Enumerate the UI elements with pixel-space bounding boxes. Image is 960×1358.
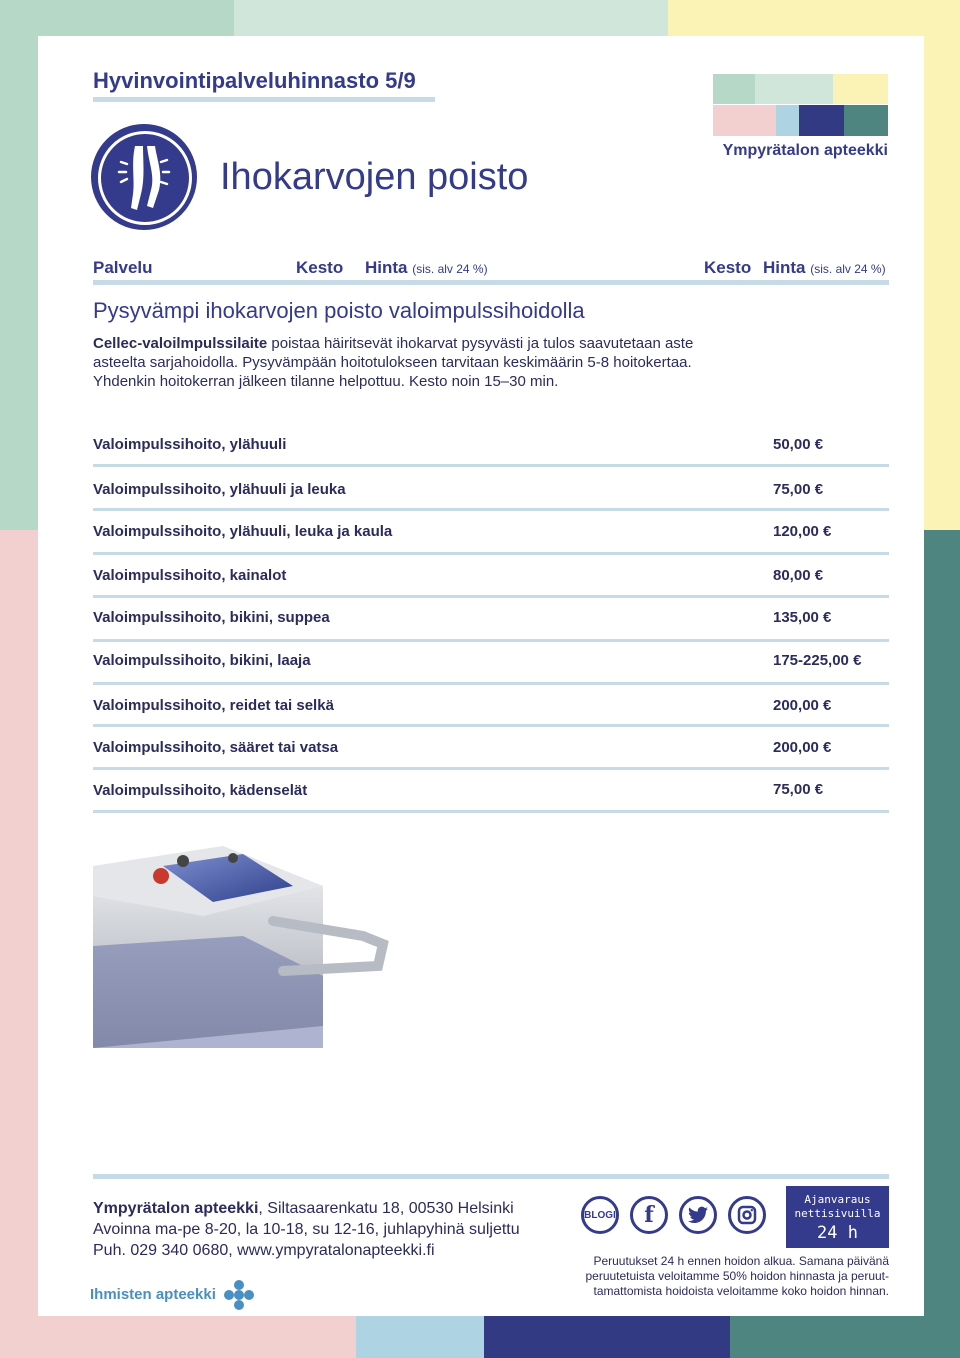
slogan-text: Ihmisten apteekki [90, 1285, 216, 1303]
bg-block-top-palemint [234, 0, 668, 36]
service-label: Valoimpulssihoito, sääret tai vatsa [93, 739, 339, 756]
booking-line1: Ajanvaraus [804, 1193, 871, 1206]
legs-icon [91, 124, 197, 230]
service-price: 75,00 € [773, 781, 824, 798]
brand-logo [713, 74, 888, 136]
bg-block-bottom-pink [0, 1316, 356, 1358]
instagram-icon[interactable] [728, 1196, 766, 1234]
service-label: Valoimpulssihoito, kädenselät [93, 782, 308, 799]
service-label: Valoimpulssihoito, ylähuuli ja leuka [93, 481, 346, 498]
cancellation-policy: Peruutukset 24 h ennen hoidon alkua. Samana päivänä peruutetuista veloitamme 50% hoidon hinnasta ja peruut-tamattomista hoidoista veloitamme koko hoidon hinnan. [585, 1254, 889, 1298]
row-divider [93, 639, 889, 642]
service-price: 75,00 € [773, 481, 824, 498]
service-price: 80,00 € [773, 567, 824, 584]
service-label: Valoimpulssihoito, kainalot [93, 567, 287, 584]
title-underline [93, 97, 435, 102]
twitter-icon[interactable] [679, 1196, 717, 1234]
company-name: Ympyrätalon apteekki [93, 1200, 259, 1217]
col-vat-left: (sis. alv 24 %) [412, 262, 488, 276]
service-price: 175-225,00 € [773, 652, 862, 669]
col-service: Palvelu [93, 258, 153, 277]
brand-name: Ympyrätalon apteekki [722, 142, 888, 159]
opening-hours: Avoinna ma-pe 8-20, la 10-18, su 12-16, juhlapyhinä suljettu [93, 1221, 520, 1238]
col-duration-right: Kesto [704, 258, 752, 277]
slogan [90, 1280, 254, 1310]
row-divider [93, 724, 889, 727]
row-divider [93, 767, 889, 770]
row-divider [93, 595, 889, 598]
service-label: Valoimpulssihoito, reidet tai selkä [93, 697, 334, 714]
blog-icon[interactable]: BLOGI [581, 1196, 619, 1234]
col-price-left [365, 258, 488, 278]
bg-block-bottom-teal [730, 1316, 960, 1358]
cross-icon [224, 1280, 254, 1310]
pharmacy-address [93, 1198, 573, 1261]
sheet-title: Hyvinvointipalveluhinnasto 5/9 [93, 68, 416, 93]
bg-block-bottom-navy [484, 1316, 730, 1358]
service-price: 120,00 € [773, 523, 832, 540]
instagram-camera-icon [737, 1205, 757, 1225]
col-price-right-label: Hinta [763, 258, 806, 277]
bg-block-left-pink [0, 530, 38, 1358]
service-price: 135,00 € [773, 609, 832, 626]
row-divider [93, 682, 889, 685]
footer-divider [93, 1174, 889, 1179]
service-label: Valoimpulssihoito, ylähuuli [93, 436, 287, 453]
service-label: Valoimpulssihoito, bikini, laaja [93, 652, 311, 669]
col-price-left-label: Hinta [365, 258, 408, 277]
bg-block-bottom-sky [356, 1316, 484, 1358]
col-price-right [763, 258, 886, 278]
row-divider [93, 552, 889, 555]
booking-line2: nettisivuilla [794, 1207, 881, 1220]
service-price: 50,00 € [773, 436, 824, 453]
service-price: 200,00 € [773, 739, 832, 756]
col-vat-right: (sis. alv 24 %) [810, 262, 886, 276]
contact-info: Puh. 029 340 0680, www.ympyratalonapteekki.fi [93, 1242, 435, 1259]
bg-block-right-teal [924, 530, 960, 1358]
section-title: Ihokarvojen poisto [220, 156, 529, 198]
twitter-bird-icon [688, 1206, 708, 1224]
online-booking-button[interactable] [786, 1186, 889, 1248]
treatment-subtitle: Pysyvämpi ihokarvojen poisto valoimpulssihoidolla [93, 298, 585, 323]
booking-line3: 24 h [817, 1223, 858, 1243]
device-name: Cellec-valoilmpulssilaite [93, 335, 268, 352]
service-label: Valoimpulssihoito, bikini, suppea [93, 609, 330, 626]
row-divider [93, 508, 889, 511]
price-sheet [38, 36, 924, 1316]
row-divider [93, 810, 889, 813]
service-price: 200,00 € [773, 697, 832, 714]
ipl-device-image [93, 826, 403, 1048]
service-label: Valoimpulssihoito, ylähuuli, leuka ja kaula [93, 523, 393, 540]
header-divider [93, 280, 889, 285]
street-address: , Siltasaarenkatu 18, 00530 Helsinki [258, 1200, 514, 1217]
description-text: poistaa häiritsevät ihokarvat pysyvästi ja tulos saavutetaan aste asteelta sarjahoidolla. Pysyvämpään hoitotulokseen tarvitaan keskimäärin 5-8 hoitokertaa. Yhdenkin hoitokerran jälkeen tilanne helpottuu. Kesto noin 15–30 min. [93, 335, 694, 390]
row-divider [93, 464, 889, 467]
facebook-icon[interactable]: f [630, 1196, 668, 1234]
treatment-description [93, 334, 733, 391]
col-duration-left: Kesto [296, 258, 344, 277]
